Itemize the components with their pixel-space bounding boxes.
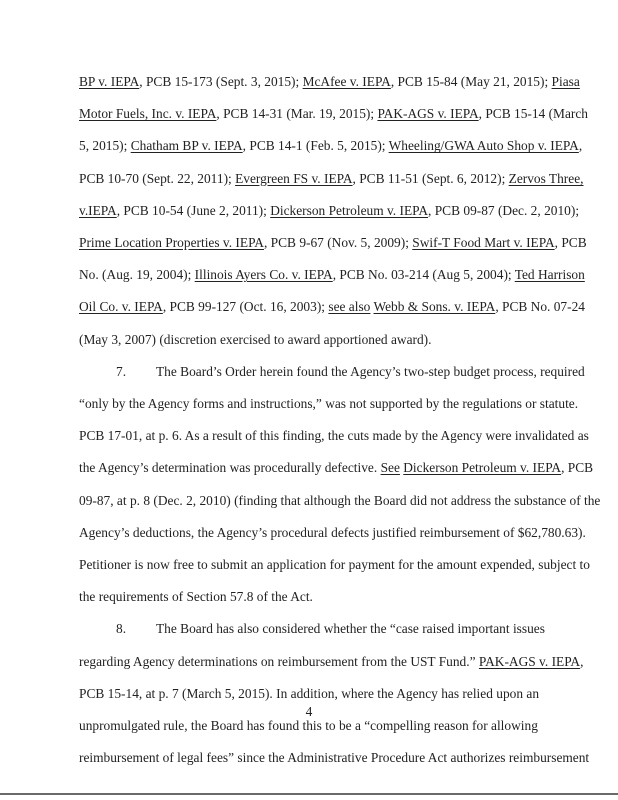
case-citation: Prime Location Properties v. IEPA: [79, 235, 264, 251]
text-line: [79, 356, 585, 388]
case-citation: Zervos Three,: [508, 170, 584, 186]
text-segment: “only by the Agency forms and instructions,” was not supported by the regulations or statute.: [79, 396, 579, 412]
case-citation: PAK-AGS v. IEPA: [377, 106, 479, 122]
text-segment: ,: [578, 138, 583, 154]
text-line: [79, 163, 584, 195]
text-segment: , PCB 14-1 (Feb. 5, 2015);: [242, 138, 389, 154]
text-segment: The Board’s Order herein found the Agency’s two-step budget process, required: [156, 363, 585, 379]
case-citation: BP v. IEPA: [79, 74, 140, 89]
text-line: [79, 130, 583, 162]
text-segment: The Board has also considered whether the “case raised important issues: [156, 621, 545, 637]
text-segment: reimbursement of legal fees” since the Administrative Procedure Act authorizes reimbursement: [79, 750, 590, 766]
text-segment: , PCB 99-127 (Oct. 16, 2003);: [162, 299, 329, 315]
text-line: [79, 259, 585, 291]
text-line: [79, 581, 549, 613]
case-citation: PAK-AGS v. IEPA: [478, 653, 581, 669]
case-citation: Motor Fuels, Inc. v. IEPA: [79, 106, 217, 122]
case-citation: Webb & Sons. v. IEPA: [373, 299, 496, 315]
text-segment: PCB 10-70 (Sept. 22, 2011);: [79, 170, 236, 186]
text-line: [79, 452, 594, 484]
text-segment: , PCB: [561, 460, 594, 476]
text-segment: , PCB No. 03-214 (Aug 5, 2004);: [332, 267, 515, 283]
text-segment: the Agency’s determination was procedurally defective.: [79, 460, 381, 476]
case-citation: Illinois Ayers Co. v. IEPA: [194, 267, 333, 283]
text-line: [79, 613, 549, 645]
case-citation: see also: [328, 299, 371, 315]
text-segment: 09-87, at p. 8 (Dec. 2, 2010) (finding that although the Board did not address the substance of the: [79, 492, 601, 508]
text-line: [79, 549, 590, 581]
case-citation: v.IEPA: [79, 202, 117, 218]
text-line: [79, 324, 549, 356]
page-number: 4: [305, 704, 313, 719]
text-line: [79, 291, 585, 323]
text-line: [79, 195, 580, 227]
text-line: [79, 485, 601, 517]
text-segment: , PCB 10-54 (June 2, 2011);: [116, 202, 271, 218]
case-citation: Ted Harrison: [514, 267, 585, 283]
text-segment: (May 3, 2007) (discretion exercised to award apportioned award).: [79, 331, 432, 347]
text-segment: Agency’s deductions, the Agency’s procedural defects justified reimbursement of $62,780.63).: [79, 524, 586, 540]
bottom-rule: [0, 793, 618, 795]
text-line: [79, 646, 584, 678]
case-citation: McAfee v. IEPA: [302, 74, 391, 89]
text-line: [79, 98, 589, 130]
text-segment: , PCB 15-173 (Sept. 3, 2015);: [139, 74, 303, 89]
text-segment: , PCB 11-51 (Sept. 6, 2012);: [352, 170, 509, 186]
case-citation: Wheeling/GWA Auto Shop v. IEPA: [388, 138, 579, 154]
text-segment: Petitioner is now free to submit an application for payment for the amount expended, subject to: [79, 557, 590, 573]
case-citation: Oil Co. v. IEPA: [79, 299, 163, 315]
case-citation: See: [380, 460, 400, 476]
text-segment: unpromulgated rule, the Board has found this to be a “compelling reason for allowing: [79, 718, 538, 734]
paragraph-number: 8.: [116, 621, 127, 637]
text-segment: , PCB 09-87 (Dec. 2, 2010);: [428, 202, 580, 218]
text-segment: No. (Aug. 19, 2004);: [79, 267, 195, 283]
case-citation: Piasa: [551, 74, 580, 89]
text-line: [79, 517, 586, 549]
text-segment: PCB 17-01, at p. 6. As a result of this finding, the cuts made by the Agency were invalidated as: [79, 428, 589, 444]
case-citation: Dickerson Petroleum v. IEPA: [270, 202, 429, 218]
case-citation: Dickerson Petroleum v. IEPA: [403, 460, 562, 476]
case-citation: Swif-T Food Mart v. IEPA: [412, 235, 555, 251]
body-text: [79, 66, 601, 774]
text-line: [79, 388, 579, 420]
text-segment: 5, 2015);: [79, 138, 131, 154]
case-citation: Evergreen FS v. IEPA: [235, 170, 353, 186]
text-segment: , PCB 14-31 (Mar. 19, 2015);: [216, 106, 378, 122]
text-segment: , PCB: [554, 235, 587, 251]
text-segment: the requirements of Section 57.8 of the Act.: [79, 589, 313, 605]
case-citation: Chatham BP v. IEPA: [130, 138, 243, 154]
text-line: [79, 742, 590, 774]
text-segment: , PCB 9-67 (Nov. 5, 2009);: [263, 235, 413, 251]
text-segment: ,: [580, 653, 584, 669]
text-line: [79, 66, 580, 98]
text-line: [79, 420, 589, 452]
text-segment: PCB 15-14, at p. 7 (March 5, 2015). In addition, where the Agency has relied upon an: [79, 685, 540, 701]
text-line: [79, 227, 587, 259]
text-segment: regarding Agency determinations on reimbursement from the UST Fund.”: [79, 653, 479, 669]
text-segment: , PCB 15-14 (March: [478, 106, 589, 122]
paragraph-number: 7.: [116, 363, 127, 379]
text-segment: , PCB No. 07-24: [495, 299, 585, 315]
text-segment: , PCB 15-84 (May 21, 2015);: [390, 74, 552, 89]
